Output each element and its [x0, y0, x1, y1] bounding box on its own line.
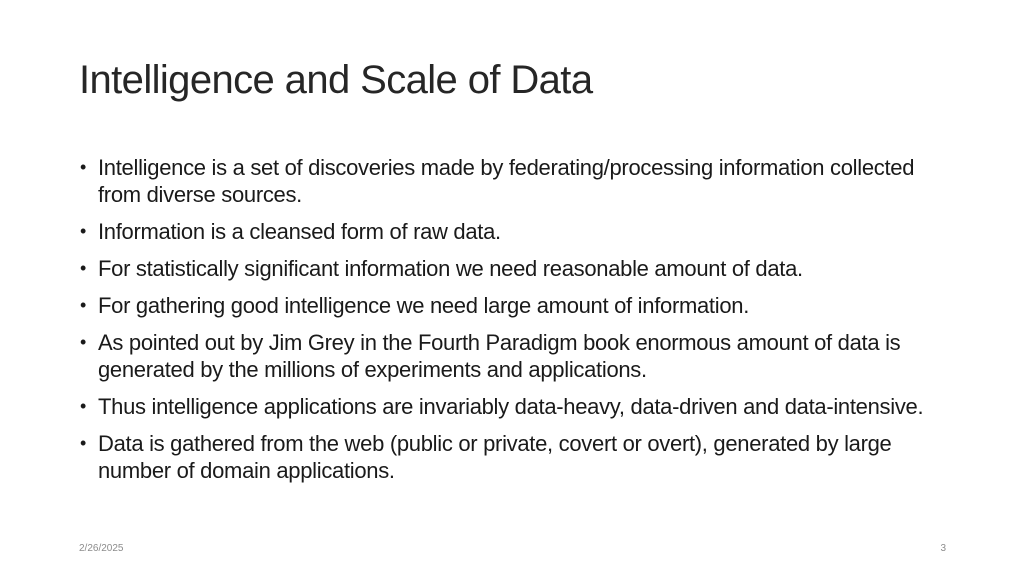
bullet-text: Data is gathered from the web (public or private, covert or overt), generated by large number of domain applications.: [98, 431, 892, 483]
bullet-text: As pointed out by Jim Grey in the Fourth Paradigm book enormous amount of data is generated by the millions of experiments and applications.: [98, 330, 901, 382]
bullet-item: [80, 430, 960, 484]
footer-date: 2/26/2025: [79, 543, 124, 554]
bullet-dot-icon: •: [80, 157, 87, 177]
bullet-dot-icon: •: [80, 221, 87, 241]
bullet-text: For gathering good intelligence we need large amount of information.: [98, 293, 750, 318]
footer-page-number: 3: [940, 543, 946, 554]
bullet-item: [80, 218, 960, 245]
bullet-item: [80, 154, 960, 208]
bullet-list: [80, 154, 960, 494]
slide-title: Intelligence and Scale of Data: [79, 58, 593, 102]
bullet-dot-icon: •: [80, 396, 87, 416]
bullet-item: [80, 393, 960, 420]
bullet-item: [80, 329, 960, 383]
bullet-dot-icon: •: [80, 258, 87, 278]
bullet-text: Intelligence is a set of discoveries made by federating/processing information collected from diverse sources.: [98, 155, 915, 207]
bullet-dot-icon: •: [80, 433, 87, 453]
bullet-dot-icon: •: [80, 295, 87, 315]
bullet-text: For statistically significant information we need reasonable amount of data.: [98, 256, 803, 281]
bullet-item: [80, 292, 960, 319]
bullet-item: [80, 255, 960, 282]
bullet-text: Information is a cleansed form of raw data.: [98, 219, 501, 244]
bullet-dot-icon: •: [80, 332, 87, 352]
bullet-text: Thus intelligence applications are invariably data-heavy, data-driven and data-intensive.: [98, 394, 924, 419]
